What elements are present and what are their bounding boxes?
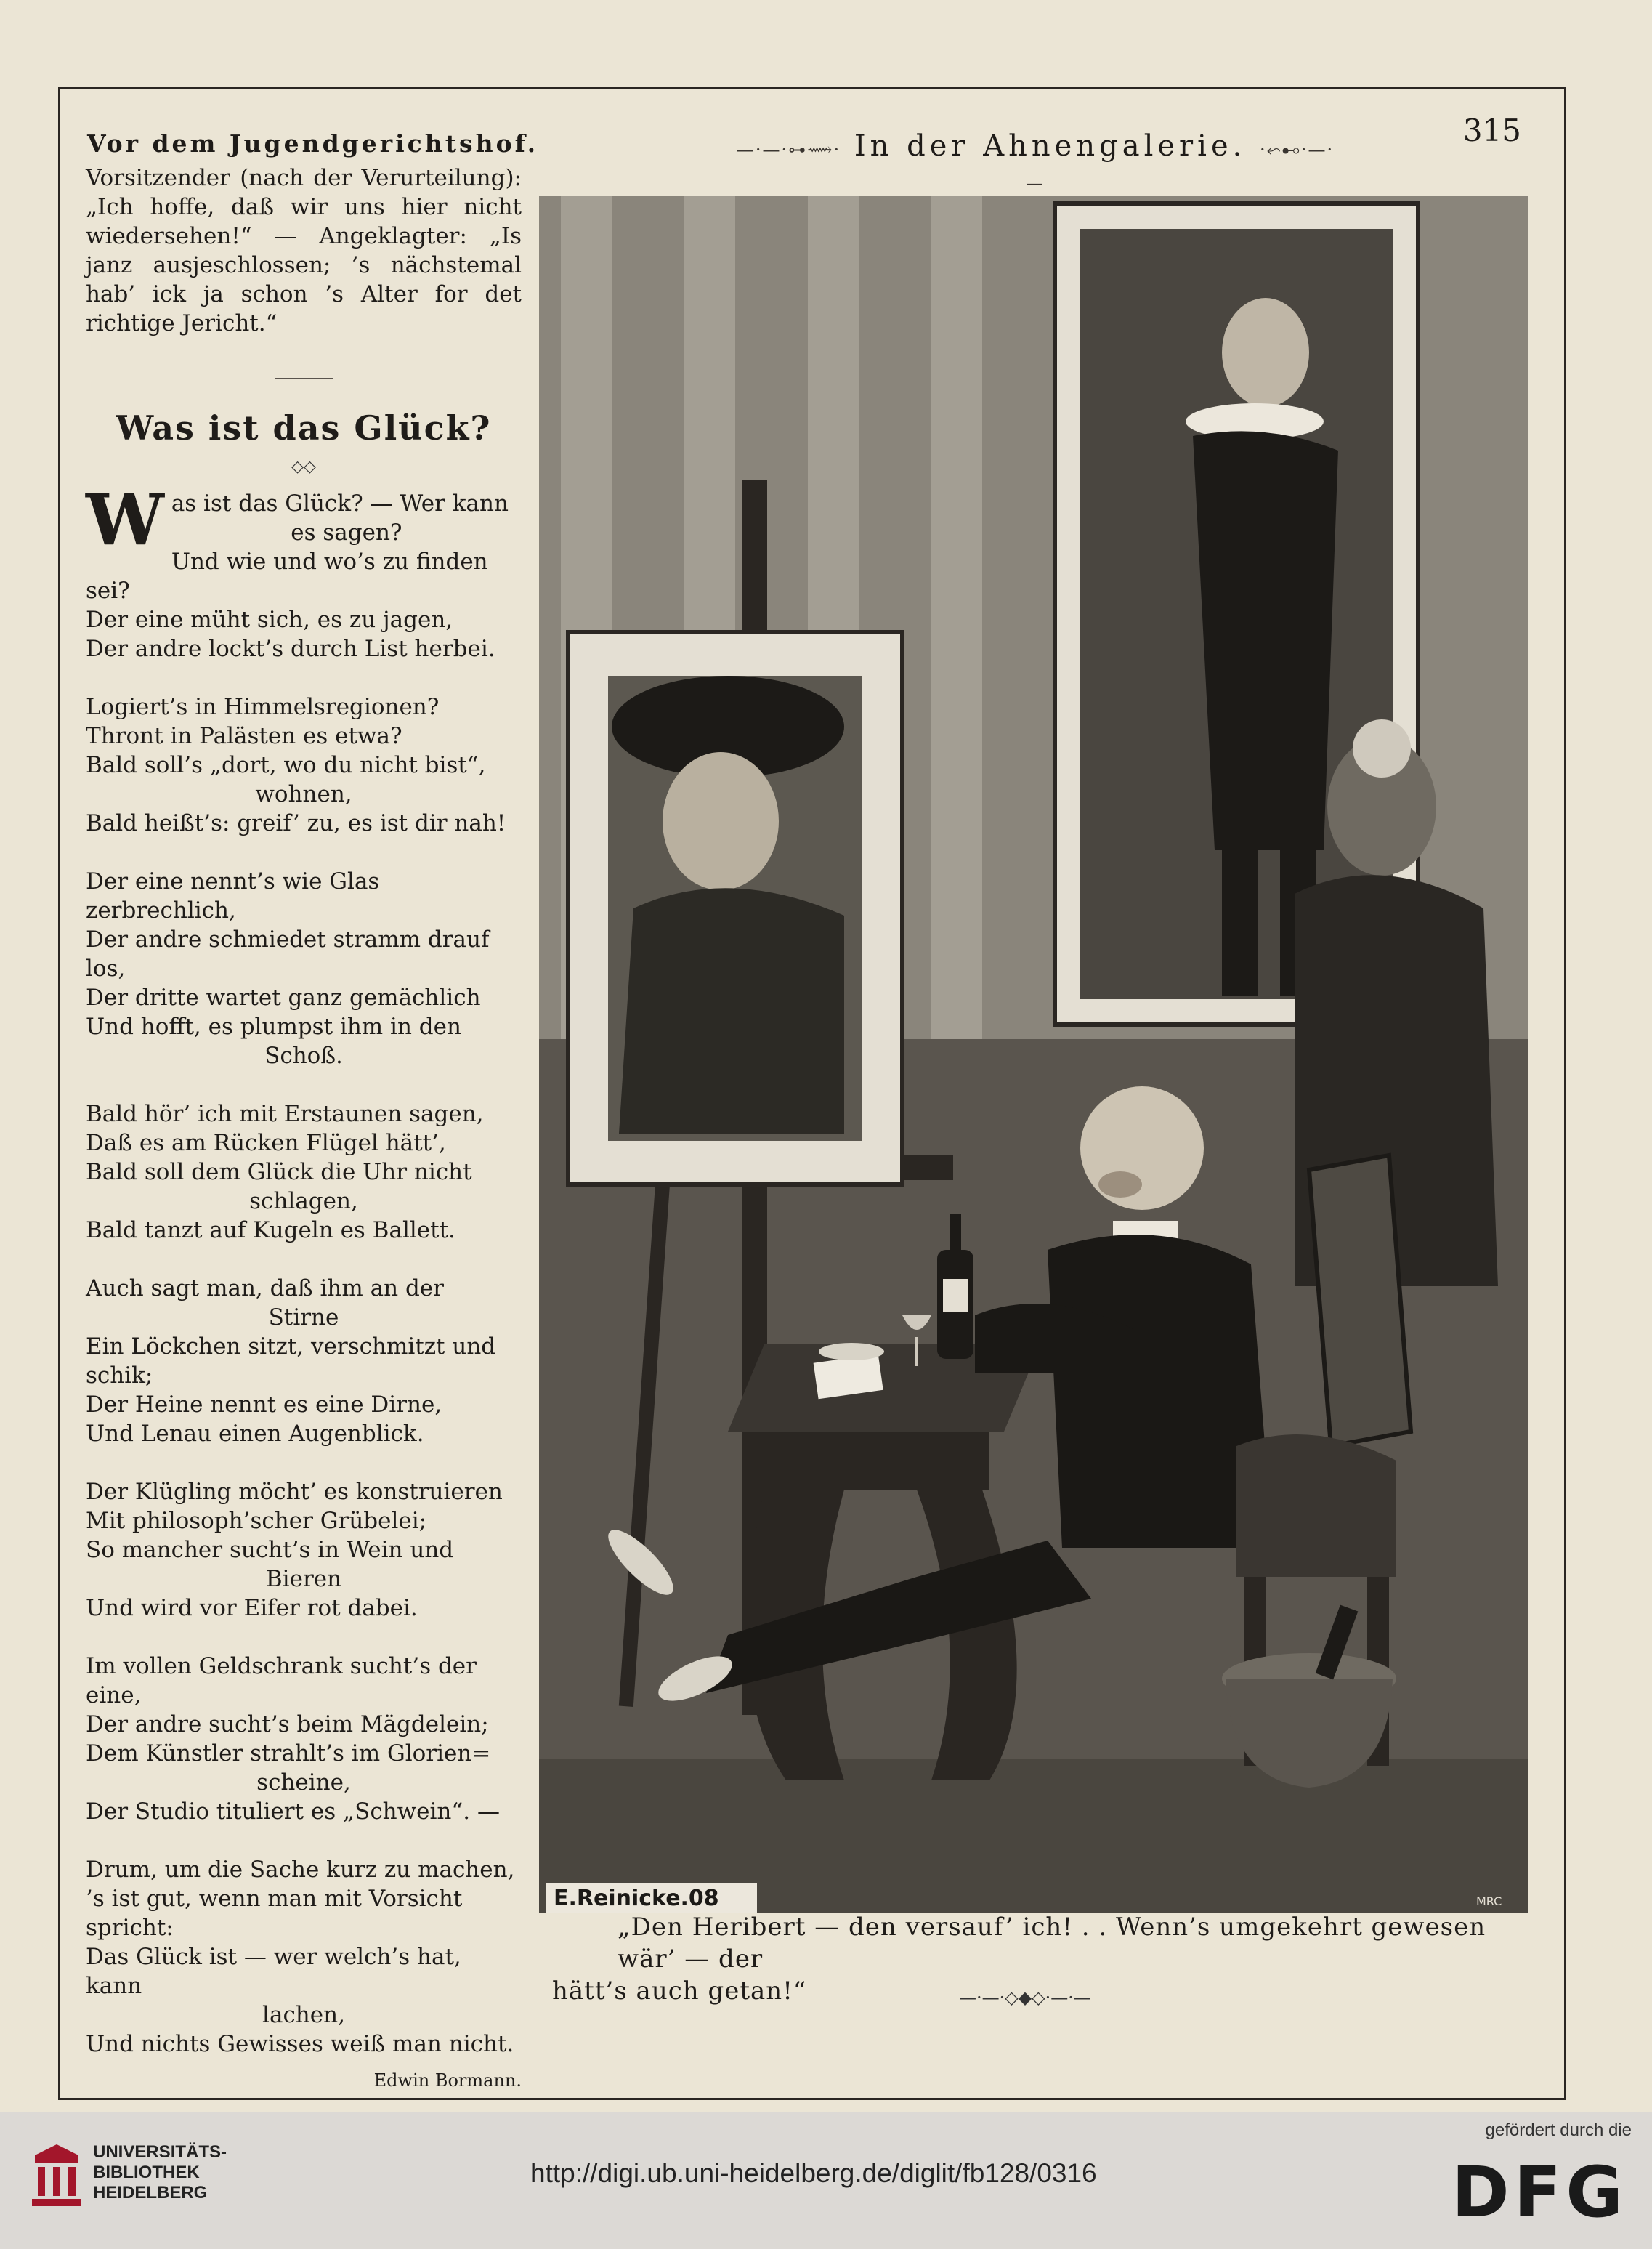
poem-line: Bald soll’s „dort, wo du nicht bist“, xyxy=(86,752,486,778)
poem-line: Der andre sucht’s beim Mägdelein; xyxy=(86,1711,489,1737)
poem-line: Der Heine nennt es eine Dirne, xyxy=(86,1392,442,1418)
poem-line: wohnen, xyxy=(255,781,352,807)
poem-line: Bald hör’ ich mit Erstaunen sagen, xyxy=(86,1101,484,1127)
poem-line: Und hofft, es plumpst ihm in den xyxy=(86,1014,461,1040)
poem-line: lachen, xyxy=(262,2002,345,2028)
poem-line: Und nichts Gewisses weiß man nicht. xyxy=(86,2031,514,2057)
poem-author: Edwin Bormann. xyxy=(373,2070,522,2091)
poem-line: Der Klügling möcht’ es konstruieren xyxy=(86,1479,503,1505)
running-head-title: In der Ahnengalerie. xyxy=(854,129,1247,163)
poem-stanza xyxy=(86,1274,522,1448)
poem-line: Mit philosoph’scher Grübelei; xyxy=(86,1508,427,1534)
caption-line-1: „Den Heribert — den versauf’ ich! . . Wenn’s umgekehrt gewesen wär’ — der xyxy=(618,1913,1486,1974)
poem-line: Der eine nennt’s wie Glas zerbrechlich, xyxy=(86,868,380,924)
poem-line: Und wird vor Eifer rot dabei. xyxy=(86,1595,418,1621)
permalink-url[interactable]: http://digi.ub.uni-heidelberg.de/diglit/fb128/0316 xyxy=(530,2158,1097,2188)
caption-ornament: —·—·◇◆◇·—·— xyxy=(959,1987,1091,2008)
artist-signature: E.Reinicke.08 xyxy=(554,1886,719,1911)
poem-line: Ein Löckchen sitzt, verschmitzt und schik; xyxy=(86,1333,496,1389)
poem-line: Schoß. xyxy=(264,1043,343,1069)
poem-line: Auch sagt man, daß ihm an der xyxy=(86,1275,444,1301)
dfg-logo: DFG xyxy=(1451,2152,1627,2233)
library-name-line-2: BIBLIOTHEK xyxy=(93,2163,200,2182)
poem-line: scheine, xyxy=(256,1769,351,1796)
poem-line: Thront in Palästen es etwa? xyxy=(86,723,402,749)
illustration-drawing xyxy=(539,196,1528,1913)
poem-stanza xyxy=(86,693,522,838)
poem-line: Bald heißt’s: greif’ zu, es ist dir nah! xyxy=(86,810,506,836)
poem-stanza xyxy=(86,1855,522,2059)
caption-line-2: hätt’s auch getan!“ xyxy=(552,1977,807,2006)
poem-stanza xyxy=(86,1652,522,1826)
poem-line: Und wie und wo’s zu finden sei? xyxy=(86,549,488,604)
running-head-left: Vor dem Jugendgerichtshof. xyxy=(87,129,539,158)
poem-body xyxy=(86,479,522,2059)
fat-man-portrait-on-easel xyxy=(568,632,902,1184)
poem-line: Der Studio tituliert es „Schwein“. — xyxy=(86,1798,500,1825)
poem-stanza xyxy=(86,867,522,1070)
section-divider xyxy=(275,378,333,379)
poem-line: Der dritte wartet ganz gemächlich xyxy=(86,985,481,1011)
poem-line: Bald soll dem Glück die Uhr nicht xyxy=(86,1159,472,1185)
poem-line: Der andre lockt’s durch List herbei. xyxy=(86,636,495,662)
library-name-line-3: HEIDELBERG xyxy=(93,2183,208,2202)
cartoon-illustration xyxy=(539,196,1528,1913)
title-ornament: ◇◇ xyxy=(291,458,316,476)
poem-line: So mancher sucht’s in Wein und xyxy=(86,1537,454,1563)
engraver-monogram: MRC xyxy=(1476,1894,1502,1908)
header-ornament-right: ·⬿⊷·—·— xyxy=(1026,140,1335,193)
left-column xyxy=(86,163,522,2149)
poem-stanza xyxy=(86,1099,522,1245)
poem-line: ’s ist gut, wenn man mit Vorsicht spricht: xyxy=(86,1886,463,1941)
poem-line: Stirne xyxy=(268,1304,339,1331)
intro-anecdote: Vorsitzender (nach der Verurteilung): „Ich hoffe, daß wir uns hier nicht wiedersehen!“ — Angeklagter: „Is janz ausjeschlossen; ’s nächstemal hab’ ick ja schon ’s Alter for det richtige Jericht.“ xyxy=(86,165,522,336)
poem-line: Und Lenau einen Augenblick. xyxy=(86,1421,424,1447)
university-library-logo-icon xyxy=(28,2141,86,2210)
header-ornament-left: —·—·⊶⟿· xyxy=(736,140,841,160)
poem-dropcap: W xyxy=(86,479,164,561)
poem-title: Was ist das Glück? xyxy=(116,408,492,448)
digitization-footer xyxy=(0,2112,1652,2249)
poem-line: schlagen, xyxy=(249,1188,358,1214)
poem-line: as ist das Glück? — Wer kann xyxy=(171,490,509,517)
library-name xyxy=(93,2142,227,2203)
poem-line: Im vollen Geldschrank sucht’s der eine, xyxy=(86,1653,477,1708)
running-head-center xyxy=(734,129,1337,196)
page-number: 315 xyxy=(1462,113,1521,148)
poem-line: Daß es am Rücken Flügel hätt’, xyxy=(86,1130,446,1156)
poem-line: Der eine müht sich, es zu jagen, xyxy=(86,607,453,633)
poem-line: es sagen? xyxy=(291,520,402,546)
poem-line: Das Glück ist — wer welch’s hat, kann xyxy=(86,1944,461,1999)
poem-line: Dem Künstler strahlt’s im Glorien= xyxy=(86,1740,491,1767)
poem-line: Bieren xyxy=(265,1566,342,1592)
library-name-line-1: UNIVERSITÄTS- xyxy=(93,2142,227,2162)
funded-by-label: gefördert durch die xyxy=(1485,2120,1632,2140)
poem-line: Der andre schmiedet stramm drauf los, xyxy=(86,926,490,982)
poem-line: Drum, um die Sache kurz zu machen, xyxy=(86,1857,515,1883)
poem-stanza xyxy=(86,479,522,663)
poem-line: Logiert’s in Himmelsregionen? xyxy=(86,694,440,720)
poem-stanza xyxy=(86,1477,522,1623)
poem-line: Bald tanzt auf Kugeln es Ballett. xyxy=(86,1217,455,1243)
